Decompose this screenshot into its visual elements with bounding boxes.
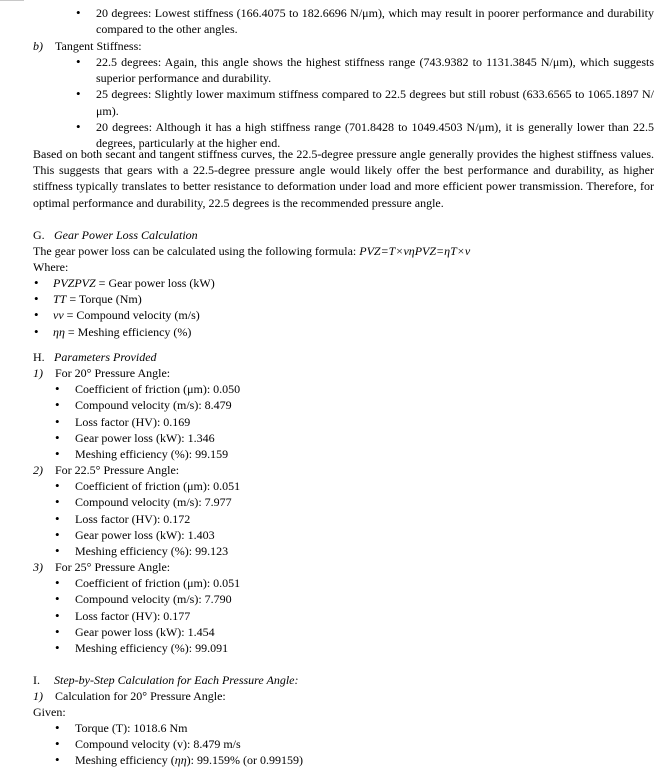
formula: PVZ=T×vηPVZ=ηT×v — [359, 244, 471, 258]
group-25-degree — [0, 559, 665, 656]
list-item: • TT = Torque (Nm) — [0, 291, 665, 307]
section-h-heading — [0, 349, 665, 365]
symbol: PVZPVZ — [53, 276, 96, 290]
section-marker: I. — [33, 673, 40, 687]
list-item: • 20 degrees: Lowest stiffness (166.4075 to 182.6696 N/μm), which may result in poorer performance and durability compared to the other angles. — [0, 5, 665, 37]
list-item: • Meshing efficiency (%): 99.091 — [0, 640, 665, 656]
list-item: • Meshing efficiency (%): 99.123 — [0, 543, 665, 559]
group-title: For 22.5° Pressure Angle: — [55, 463, 180, 477]
section-title: Parameters Provided — [54, 350, 157, 364]
group-title: For 20° Pressure Angle: — [55, 366, 171, 380]
list-marker: 3) — [33, 560, 43, 574]
list-marker: b) — [33, 39, 43, 53]
list-marker: 1) — [33, 689, 43, 703]
tangent-stiffness-heading — [0, 38, 665, 54]
list-item: • 22.5 degrees: Again, this angle shows the highest stiffness range (743.9382 to 1131.3845 N/μm), which suggests superior performance and durability. — [0, 54, 665, 86]
group-title: For 25° Pressure Angle: — [55, 560, 171, 574]
symbol: vv — [53, 308, 64, 323]
formula-line — [0, 243, 665, 259]
section-title: Step-by-Step Calculation for Each Pressure Angle: — [54, 673, 299, 687]
where-label: Where: — [33, 260, 69, 274]
list-item: • PVZPVZ = Gear power loss (kW) — [0, 275, 665, 291]
list-item: • Gear power loss (kW): 1.454 — [0, 624, 665, 640]
tangent-stiffness-list — [0, 54, 665, 151]
list-item: • Coefficient of friction (μm): 0.050 — [0, 381, 665, 397]
list-item: • Gear power loss (kW): 1.346 — [0, 430, 665, 446]
list-item: • 20 degrees: Although it has a high stiffness range (701.8428 to 1049.4503 N/μm), it is generally lower than 22.5 degrees, particularly at the higher end. — [0, 119, 665, 151]
list-item: • Compound velocity (m/s): 7.790 — [0, 591, 665, 607]
list-item: • Coefficient of friction (μm): 0.051 — [0, 478, 665, 494]
given-values — [0, 720, 665, 769]
secant-stiffness-list — [0, 5, 665, 37]
subsection-title: Tangent Stiffness: — [55, 39, 142, 53]
list-marker: 2) — [33, 463, 43, 477]
list-item: • Compound velocity (m/s): 8.479 — [0, 397, 665, 413]
list-item: • Torque (T): 1018.6 Nm — [0, 720, 665, 736]
group-22-5-degree — [0, 462, 665, 559]
symbol-definitions — [0, 275, 665, 340]
section-title: Gear Power Loss Calculation — [54, 228, 198, 242]
section-g-heading — [0, 227, 665, 243]
list-item: • Coefficient of friction (μm): 0.051 — [0, 575, 665, 591]
symbol: ηη — [174, 753, 187, 768]
list-item: • Meshing efficiency (ηη): 99.159% (or 0.99159) — [0, 752, 665, 768]
given-label: Given: — [33, 705, 66, 719]
list-item: • Meshing efficiency (%): 99.159 — [0, 446, 665, 462]
conclusion-paragraph: Based on both secant and tangent stiffness curves, the 22.5-degree pressure angle generally provides the highest stiffness values. This suggests that gears with a 22.5-degree pressure angle would likely offer the best performance and durability, as higher stiffness typically translates to better resistance to deformation under load and more efficient power transmission. Therefore, for optimal performance and durability, 22.5 degrees is the recommended pressure angle. — [33, 147, 654, 210]
page-corner-mark — [0, 0, 24, 1]
group-20-degree — [0, 365, 665, 462]
subsection-title: Calculation for 20° Pressure Angle: — [55, 689, 226, 703]
list-item: • 25 degrees: Slightly lower maximum stiffness compared to 22.5 degrees but still robust (633.6565 to 1065.1897 N/μm). — [0, 86, 665, 118]
list-item: • Compound velocity (m/s): 7.977 — [0, 494, 665, 510]
symbol: ηη — [53, 324, 65, 339]
list-item: • vv = Compound velocity (m/s) — [0, 307, 665, 323]
list-item: • ηη = Meshing efficiency (%) — [0, 324, 665, 340]
section-i-heading — [0, 672, 665, 688]
symbol: TT — [53, 292, 67, 307]
list-item: • Loss factor (HV): 0.172 — [0, 511, 665, 527]
section-marker: H. — [33, 350, 45, 364]
list-item: • Loss factor (HV): 0.177 — [0, 608, 665, 624]
section-marker: G. — [33, 228, 45, 242]
list-item: • Compound velocity (v): 8.479 m/s — [0, 736, 665, 752]
calc-20-degree-heading — [0, 688, 665, 704]
list-marker: 1) — [33, 366, 43, 380]
formula-intro: The gear power loss can be calculated using the following formula: — [33, 244, 357, 258]
list-item: • Loss factor (HV): 0.169 — [0, 414, 665, 430]
list-item: • Gear power loss (kW): 1.403 — [0, 527, 665, 543]
